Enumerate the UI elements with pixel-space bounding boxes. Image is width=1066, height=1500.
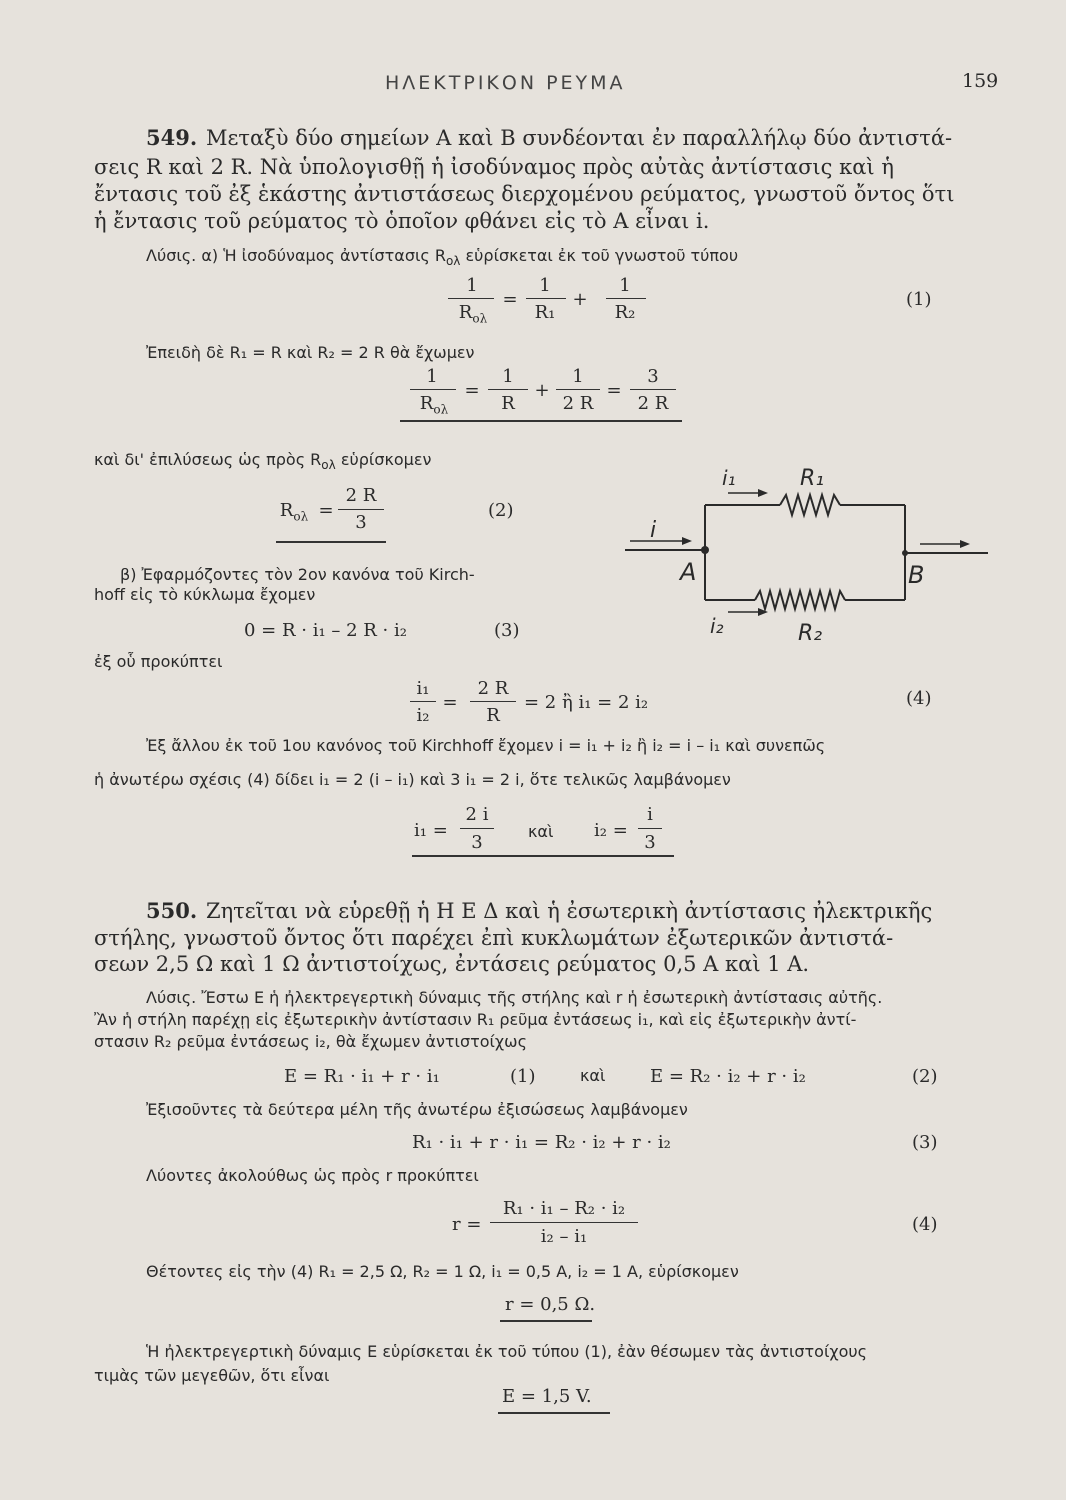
r-result: r = 0,5 Ω.	[505, 1294, 596, 1315]
node-b-dot	[902, 550, 908, 556]
solving-line: Λύοντες ἀκολούθως ὡς πρὸς r προκύπτει	[146, 1166, 479, 1185]
final-i1-bar	[460, 828, 494, 829]
eq4-den-1: i₂	[416, 705, 430, 726]
eq4-bar-1	[410, 701, 436, 702]
r-fraction-bar	[490, 1222, 638, 1223]
eq1-num-left: 1	[466, 275, 478, 296]
problem-549-number: 549.	[146, 125, 198, 150]
label-b: B	[908, 561, 925, 589]
eq1-num-right: 1	[619, 275, 631, 296]
eq1-plus: +	[572, 289, 588, 310]
eq1-bar-left	[448, 298, 494, 299]
eq2a-bar-4	[630, 389, 676, 390]
final-i1-den: 3	[471, 832, 483, 853]
eq2a-plus: +	[534, 380, 550, 401]
eq2a-bar-1	[410, 389, 456, 390]
problem-549-line-2: σεις R καὶ 2 R. Νὰ ὑπολογισθῇ ἡ ἰσοδύναμος πρὸς αὐτὰς ἀντίστασις καὶ ἡ	[94, 155, 894, 179]
problem-550-line-3: σεων 2,5 Ω καὶ 1 Ω ἀντιστοίχως, ἐντάσεις ρεύματος 0,5 Α καὶ 1 Α.	[94, 952, 810, 976]
page-number: 159	[962, 70, 999, 92]
relation-line: ἡ ἀνωτέρω σχέσις (4) δίδει i₁ = 2 (i – i₁) καὶ 3 i₁ = 2 i, ὅτε τελικῶς λαμβάνομεν	[94, 770, 731, 789]
setting-line: Θέτοντες εἰς τὴν (4) R₁ = 2,5 Ω, R₂ = 1 Ω, i₁ = 0,5 A, i₂ = 1 A, εὑρίσκομεν	[146, 1262, 739, 1281]
eq550-2-number: (2)	[912, 1066, 938, 1087]
final-i2-bar	[638, 828, 662, 829]
eq1-num-mid: 1	[539, 275, 551, 296]
node-a-dot	[701, 546, 709, 554]
eq2a-num-1: 1	[426, 366, 438, 387]
arrow-i-icon	[682, 537, 692, 545]
eq2a-bar-3	[556, 389, 600, 390]
kirchhoff-line: Ἐξ ἄλλου ἐκ τοῦ 1ου κανόνος τοῦ Kirchhoff ἔχομεν i = i₁ + i₂ ἢ i₂ = i – i₁ καὶ συνεπῶς	[146, 736, 826, 755]
underline-eq2a	[400, 420, 682, 422]
underline-eq2	[276, 541, 386, 543]
solution-550-line-2: Ἂν ἡ στήλη παρέχῃ εἰς ἐξωτερικὴν ἀντίστασιν R₁ ρεῦμα ἐντάσεως i₁, καὶ εἰς ἐξωτερικὴν ἀντί-	[94, 1010, 857, 1029]
eq1-bar-mid	[526, 298, 566, 299]
eq2a-num-2: 1	[502, 366, 514, 387]
eq2a-num-3: 1	[572, 366, 584, 387]
parallel-circuit-diagram	[610, 455, 1010, 655]
eq2a-den-2: R	[501, 393, 515, 414]
resistor-r2	[755, 591, 845, 609]
underline-final	[412, 855, 674, 857]
beta-line-2: hoff εἰς τὸ κύκλωμα ἔχομεν	[94, 585, 316, 604]
emf-line-2: τιμὰς τῶν μεγεθῶν, ὅτι εἶναι	[94, 1366, 330, 1385]
final-and: καὶ	[528, 822, 554, 841]
eq2-bar	[338, 509, 384, 510]
problem-550-line-1: Ζητεῖται νὰ εὑρεθῇ ἡ Η Ε Δ καὶ ἡ ἐσωτερικὴ ἀντίστασις ἠλεκτρικῆς	[206, 899, 933, 923]
eq3: 0 = R · i₁ – 2 R · i₂	[244, 620, 407, 641]
eq550-and: καὶ	[580, 1066, 606, 1085]
final-i2-lhs: i₂ =	[594, 820, 628, 841]
eq1-bar-right	[606, 298, 646, 299]
eq4-bar-2	[470, 701, 516, 702]
eq2-num: 2 R	[345, 485, 377, 506]
from-which: ἐξ οὗ προκύπτει	[94, 652, 223, 671]
eq4-num-1: i₁	[416, 678, 430, 699]
problem-549-line-1: Μεταξὺ δύο σημείων Α καὶ Β συνδέονται ἐν παραλλήλῳ δύο ἀντιστά-	[206, 126, 953, 150]
solution-549-intro: Λύσις. α) Ἡ ἰσοδύναμος ἀντίστασις $R_{o\lambda}$ εὑρίσκεται ἐκ τοῦ γνωστοῦ τύπου	[146, 246, 739, 269]
label-r2: R₂	[798, 621, 823, 646]
eq4-tail: = 2 ἢ i₁ = 2 i₂	[524, 692, 649, 713]
solve-line: καὶ δι' ἐπιλύσεως ὡς πρὸς $R_{o\lambda}$ εὑρίσκομεν	[94, 450, 432, 473]
eq2-den: 3	[355, 512, 367, 533]
arrow-i1-icon	[758, 489, 768, 497]
eq4-den-2: R	[486, 705, 500, 726]
arrow-i2-icon	[758, 608, 768, 616]
eq2a-eq-1: =	[464, 380, 480, 401]
label-i1: i₁	[722, 466, 736, 490]
solution-550-line-1: Λύσις. Ἔστω Ε ἡ ἠλεκτρεγερτικὴ δύναμις τῆς στήλης καὶ r ἡ ἐσωτερικὴ ἀντίστασις αὐτῆς.	[146, 988, 883, 1007]
label-a: A	[680, 558, 697, 586]
eq1-den-left: $R_{o\lambda}$	[458, 302, 488, 326]
emf-result: E = 1,5 V.	[502, 1386, 592, 1407]
eq2-equals: =	[318, 500, 334, 521]
equate-line: Ἐξισοῦντες τὰ δεύτερα μέλη τῆς ἀνωτέρω ἐξισώσεως λαμβάνομεν	[146, 1100, 688, 1119]
final-i1-num: 2 i	[465, 804, 489, 825]
problem-550-line-2: στήλης, γνωστοῦ ὄντος ὅτι παρέχει ἐπὶ κυκλωμάτων ἐξωτερικῶν ἀντιστά-	[94, 926, 894, 950]
final-i1-lhs: i₁ =	[414, 820, 448, 841]
eq2-lhs: $R_{o\lambda}$	[279, 500, 309, 524]
eq550-1: E = R₁ · i₁ + r · i₁	[284, 1066, 440, 1087]
problem-549-line-4: ἡ ἔντασις τοῦ ρεύματος τὸ ὁποῖον φθάνει εἰς τὸ Α εἶναι i.	[94, 209, 710, 233]
eq1-den-mid: R₁	[534, 302, 556, 323]
eq1-equals: =	[502, 289, 518, 310]
eq2a-den-1: $R_{o\lambda}$	[419, 393, 449, 417]
final-i2-den: 3	[644, 832, 656, 853]
problem-550-number: 550.	[146, 898, 198, 923]
label-i: i	[650, 518, 657, 543]
eq4-number: (4)	[906, 688, 932, 709]
underline-r-result	[500, 1320, 592, 1322]
eq550-3: R₁ · i₁ + r · i₁ = R₂ · i₂ + r · i₂	[412, 1132, 671, 1153]
running-title: ΗΛΕΚΤΡΙΚΟΝ ΡΕΥΜΑ	[385, 72, 626, 94]
eq550-3-number: (3)	[912, 1132, 938, 1153]
eq2-number: (2)	[488, 500, 514, 521]
eq4-num-2: 2 R	[477, 678, 509, 699]
emf-line-1: Ἡ ἠλεκτρεγερτικὴ δύναμις Ε εὑρίσκεται ἐκ τοῦ τύπου (1), ἐὰν θέσωμεν τὰς ἀντιστοίχους	[146, 1342, 868, 1361]
r-numerator: R₁ · i₁ – R₂ · i₂	[502, 1198, 626, 1219]
beta-line-1: β) Ἐφαρμόζοντες τὸν 2ον κανόνα τοῦ Kirch-	[120, 565, 475, 584]
eq2a-eq-2: =	[606, 380, 622, 401]
eq4-eq: =	[442, 692, 458, 713]
since-line: Ἐπειδὴ δὲ R₁ = R καὶ R₂ = 2 R θὰ ἔχωμεν	[146, 343, 475, 362]
eq2a-den-3: 2 R	[562, 393, 594, 414]
arrow-out-icon	[960, 540, 970, 548]
eq550-2: E = R₂ · i₂ + r · i₂	[650, 1066, 806, 1087]
problem-549-line-3: ἔντασις τοῦ ἐξ ἑκάστης ἀντιστάσεως διερχομένου ρεύματος, γνωστοῦ ὄντος ὅτι	[94, 182, 955, 206]
label-r1: R₁	[800, 466, 825, 491]
r-lhs: r =	[452, 1214, 482, 1235]
resistor-r1	[780, 495, 840, 515]
label-i2: i₂	[710, 614, 724, 638]
eq2a-den-4: 2 R	[637, 393, 669, 414]
r-denominator: i₂ – i₁	[540, 1226, 588, 1247]
final-i2-num: i	[647, 804, 653, 825]
eq2a-bar-2	[488, 389, 528, 390]
eq550-1-number: (1)	[510, 1066, 536, 1087]
underline-emf-result	[498, 1412, 610, 1414]
solution-550-line-3: στασιν R₂ ρεῦμα ἐντάσεως i₂, θὰ ἔχωμεν ἀντιστοίχως	[94, 1032, 527, 1051]
eq2a-num-4: 3	[647, 366, 659, 387]
eq550-4-number: (4)	[912, 1214, 938, 1235]
eq1-den-right: R₂	[614, 302, 636, 323]
eq1-number: (1)	[906, 289, 932, 310]
eq3-number: (3)	[494, 620, 520, 641]
